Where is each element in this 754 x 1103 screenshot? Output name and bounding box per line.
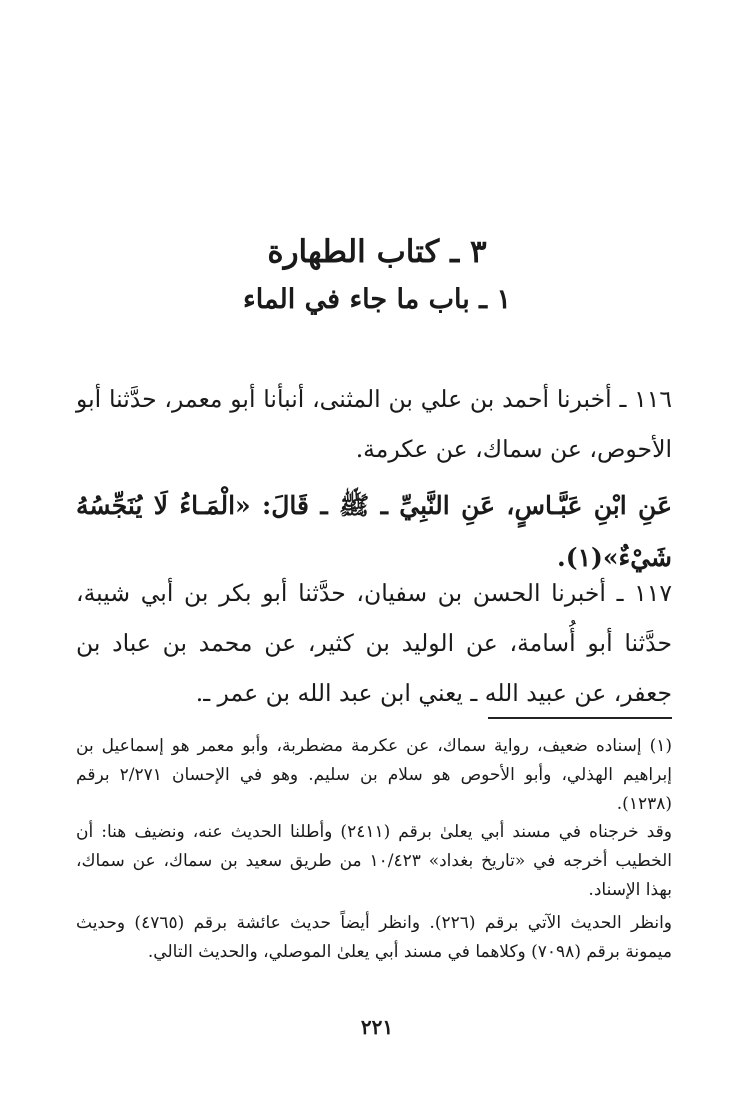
footnote-1: (١) إسناده ضعيف، رواية سماك، عن عكرمة مضطربة، وأبو معمر هو إسماعيل بن إبراهيم الهذلي، وأبو الأحوص هو سلام بن سليم. وهو في الإحسان ٢/٢٧١ برقم (١٢٣٨). (76, 736, 672, 814)
chapter-title: ١ ـ باب ما جاء في الماء (243, 284, 511, 315)
footnote-1-continued: وقد خرجناه في مسند أبي يعلىٰ برقم (٢٤١١) وأطلنا الحديث عنه، ونضيف هنا: أن الخطيب أخرجه في «تاريخ بغداد» ١٠/٤٢٣ من طريق سعيد بن سماك، عن سماك، بهذا الإسناد. (76, 822, 672, 900)
footnote-separator (488, 717, 672, 719)
hadith-117-isnad: ١١٧ ـ أخبرنا الحسن بن سفيان، حدَّثنا أبو بكر بن أبي شيبة، حدَّثنا أبو أُسامة، عن الوليد بن كثير، عن محمد بن عباد بن جعفر، عن عبيد الله ـ يعني ابن عبد الله بن عمر ـ. (76, 579, 672, 707)
hadith-116-isnad: ١١٦ ـ أخبرنا أحمد بن علي بن المثنى، أنبأنا أبو معمر، حدَّثنا أبو الأحوص، عن سماك، عن عكرمة. (76, 385, 672, 463)
footnote-1-see-also: وانظر الحديث الآتي برقم (٢٢٦). وانظر أيضاً حديث عائشة برقم (٤٧٦٥) وحديث ميمونة برقم (٧٠٩٨) وكلاهما في مسند أبي يعلىٰ الموصلي، والحديث التالي. (76, 913, 673, 962)
hadith-116-matn: عَنِ ابْنِ عَبَّـاسٍ، عَنِ النَّبِيِّ ـ ﷺ ـ قَالَ: «الْمَـاءُ لَا يُنَجِّسُهُ شَيْءٌ»(١). (76, 491, 672, 572)
page-number: ٢٢١ (360, 1015, 394, 1039)
book-title: ٣ ـ كتاب الطهارة (267, 234, 487, 270)
